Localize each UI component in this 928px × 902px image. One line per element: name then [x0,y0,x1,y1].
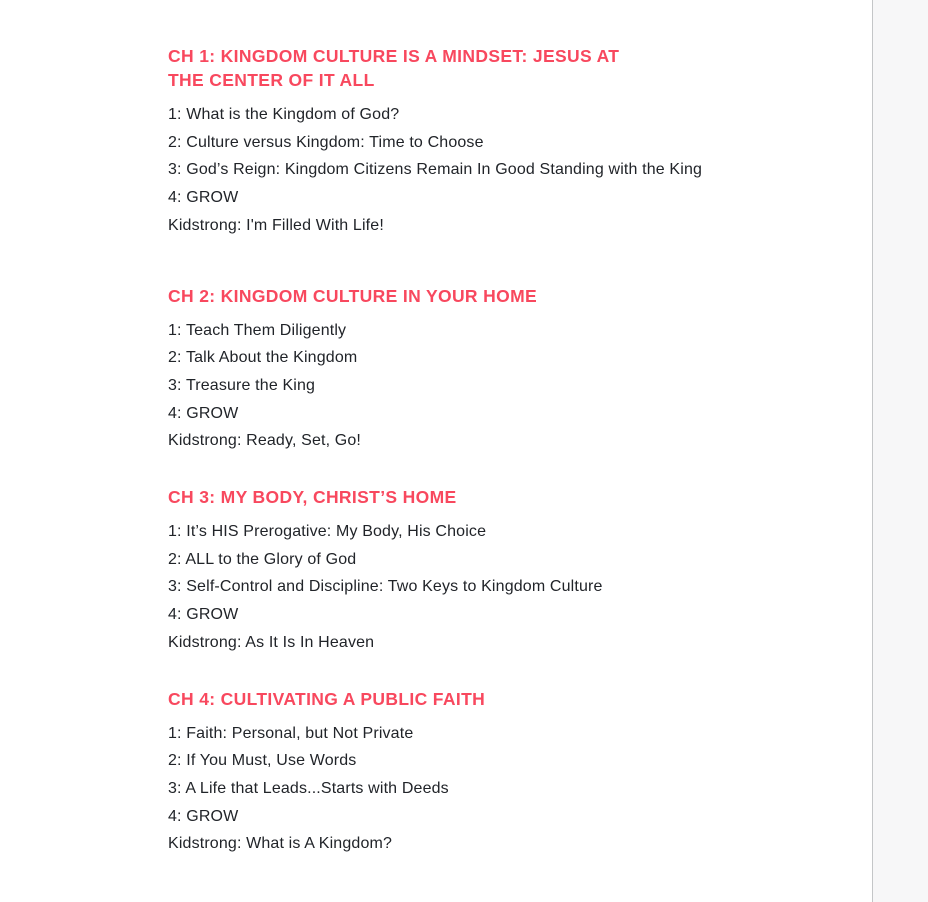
lesson-list [168,518,828,657]
lesson-item: Kidstrong: Ready, Set, Go! [168,432,362,450]
lesson-list [168,101,828,240]
chapter-section [168,485,828,657]
chapter-section [168,284,828,456]
lesson-item: 1: Teach Them Diligently [168,321,347,339]
lesson-item: 4: GROW [168,189,239,207]
lesson-item: 3: A Life that Leads...Starts with Deeds [168,779,449,797]
lesson-item: 1: Faith: Personal, but Not Private [168,724,414,742]
lesson-item: Kidstrong: What is A Kingdom? [168,835,393,853]
lesson-item: 2: ALL to the Glory of God [168,550,357,568]
lesson-item: Kidstrong: As It Is In Heaven [168,633,375,651]
chapter-section [168,44,828,240]
table-of-contents [168,44,828,888]
lesson-list [168,720,828,859]
lesson-item: 1: What is the Kingdom of God? [168,106,400,123]
lesson-item: 3: Treasure the King [168,376,316,394]
chapter-heading: CH 4: CULTIVATING A PUBLIC FAITH [168,688,486,709]
chapter-heading: CH 1: KINGDOM CULTURE IS A MINDSET: JESUS AT THE CENTER OF IT ALL [168,46,620,90]
lesson-item: 4: GROW [168,807,239,825]
lesson-item: 3: God’s Reign: Kingdom Citizens Remain In Good Standing with the King [168,161,703,179]
chapter-section [168,687,828,859]
lesson-item: Kidstrong: I'm Filled With Life! [168,216,384,234]
lesson-item: 2: Culture versus Kingdom: Time to Choose [168,133,484,151]
chapter-heading: CH 2: KINGDOM CULTURE IN YOUR HOME [168,285,538,306]
lesson-item: 2: If You Must, Use Words [168,752,357,770]
lesson-item: 1: It’s HIS Prerogative: My Body, His Choice [168,523,487,541]
lesson-item: 2: Talk About the Kingdom [168,349,358,367]
chapter-heading: CH 3: MY BODY, CHRIST’S HOME [168,487,457,508]
lesson-list [168,317,828,456]
lesson-item: 3: Self-Control and Discipline: Two Keys to Kingdom Culture [168,578,603,596]
page-gutter [872,0,928,902]
lesson-item: 4: GROW [168,606,239,624]
lesson-item: 4: GROW [168,404,239,422]
